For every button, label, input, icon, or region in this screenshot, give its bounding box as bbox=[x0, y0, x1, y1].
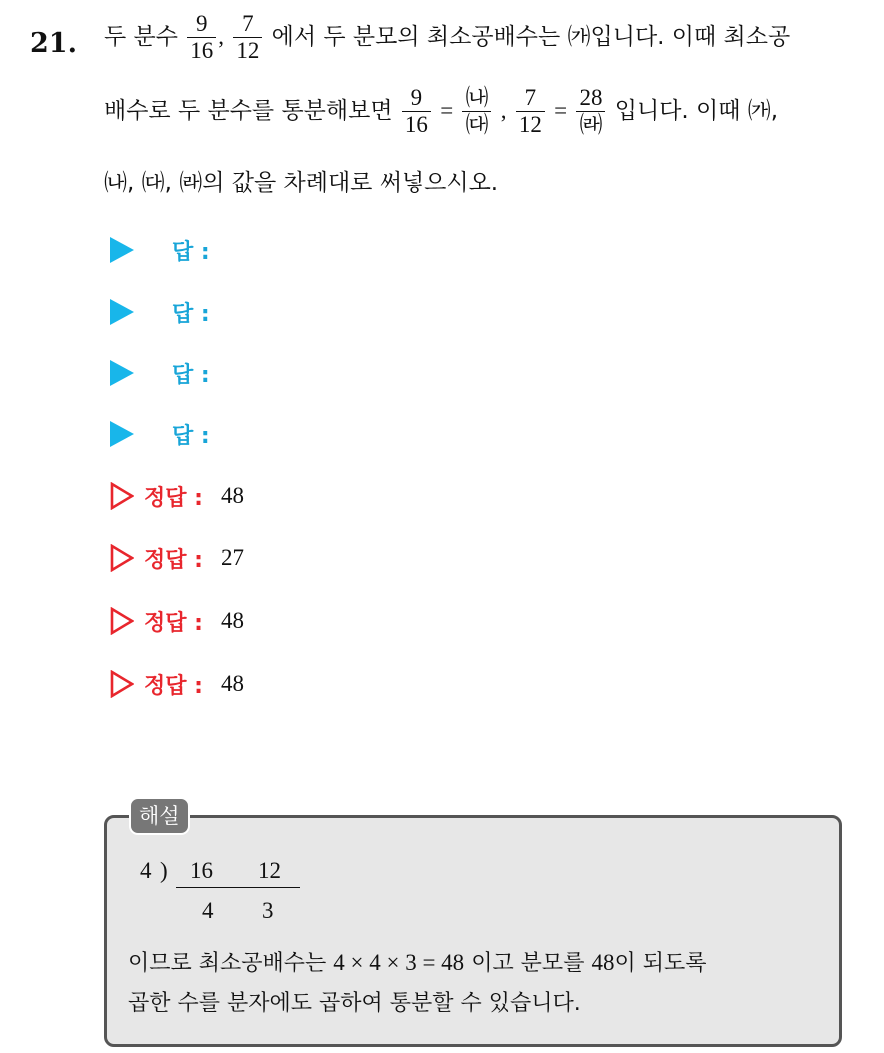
fraction-28-ra: $\frac{28}{㈑}$ bbox=[576, 86, 605, 137]
correct-value: 48 bbox=[220, 483, 244, 508]
answer-label: 답 : bbox=[172, 423, 210, 449]
correct-answer-row bbox=[110, 540, 244, 576]
explanation-tag: 해설 bbox=[129, 797, 190, 835]
question-line-1: 두 분수 $\frac{9}{16}$ , $\frac{7}{12}$ 에서 두 분모의 최소공배수는 ㈎입니다. 이때 최소공 bbox=[104, 11, 791, 64]
answer-label: 답 : bbox=[172, 301, 210, 327]
question-text: 두 분수 bbox=[104, 24, 178, 51]
correct-answer-row bbox=[110, 603, 244, 639]
correct-label: 정답 : bbox=[144, 673, 203, 699]
divisor: 4 bbox=[140, 858, 152, 883]
correct-answer-row bbox=[110, 478, 244, 514]
question-text: 배수로 두 분수를 통분해보면 bbox=[104, 98, 393, 125]
answer-label: 답 : bbox=[172, 239, 210, 265]
play-arrow-icon bbox=[110, 299, 134, 325]
question-text: 입니다. 이때 ㈎, bbox=[614, 98, 779, 125]
outline-arrow-icon bbox=[110, 607, 134, 635]
correct-value: 48 bbox=[220, 608, 244, 633]
explanation-line-2: 곱한 수를 분자에도 곱하여 통분할 수 있습니다. bbox=[128, 991, 581, 1016]
explanation-line-1: 이므로 최소공배수는 4 × 4 × 3 = 48 이고 분모를 48이 되도록 bbox=[128, 950, 707, 976]
answer-row[interactable] bbox=[110, 355, 210, 391]
play-arrow-icon bbox=[110, 421, 134, 447]
fraction-7-12: $\frac{7}{12}$ bbox=[233, 12, 262, 63]
correct-label: 정답 : bbox=[144, 610, 203, 636]
play-arrow-icon bbox=[110, 360, 134, 386]
answer-label: 답 : bbox=[172, 362, 210, 388]
fraction-na-da: $\frac{㈏}{㈐}$ bbox=[462, 86, 491, 137]
outline-arrow-icon bbox=[110, 544, 134, 572]
question-line-2: 배수로 두 분수를 통분해보면 $\frac{9}{16}$ = $\frac{㈏}{㈐}$ , $\frac{7}{12}$ = $\frac{28}{㈑}$ 입니다. 이때 ㈎, bbox=[104, 85, 779, 138]
correct-value: 48 bbox=[220, 671, 244, 696]
fraction-7-12: $\frac{7}{12}$ bbox=[516, 86, 545, 137]
correct-label: 정답 : bbox=[144, 547, 203, 573]
correct-label: 정답 : bbox=[144, 485, 203, 511]
correct-answer-row bbox=[110, 666, 244, 702]
play-arrow-icon bbox=[110, 237, 134, 263]
question-number: 21. bbox=[30, 28, 77, 59]
question-line-3: ㈏, ㈐, ㈑의 값을 차례대로 써넣으시오. bbox=[104, 170, 499, 196]
answer-row[interactable] bbox=[110, 416, 210, 452]
fraction-9-16: $\frac{9}{16}$ bbox=[187, 12, 216, 63]
outline-arrow-icon bbox=[110, 670, 134, 698]
question-text: 에서 두 분모의 최소공배수는 ㈎입니다. 이때 최소공 bbox=[271, 24, 791, 51]
answer-row[interactable] bbox=[110, 294, 210, 330]
answer-row[interactable] bbox=[110, 232, 210, 268]
outline-arrow-icon bbox=[110, 482, 134, 510]
fraction-9-16: $\frac{9}{16}$ bbox=[402, 86, 431, 137]
correct-value: 27 bbox=[220, 545, 244, 570]
division-line bbox=[176, 887, 300, 888]
